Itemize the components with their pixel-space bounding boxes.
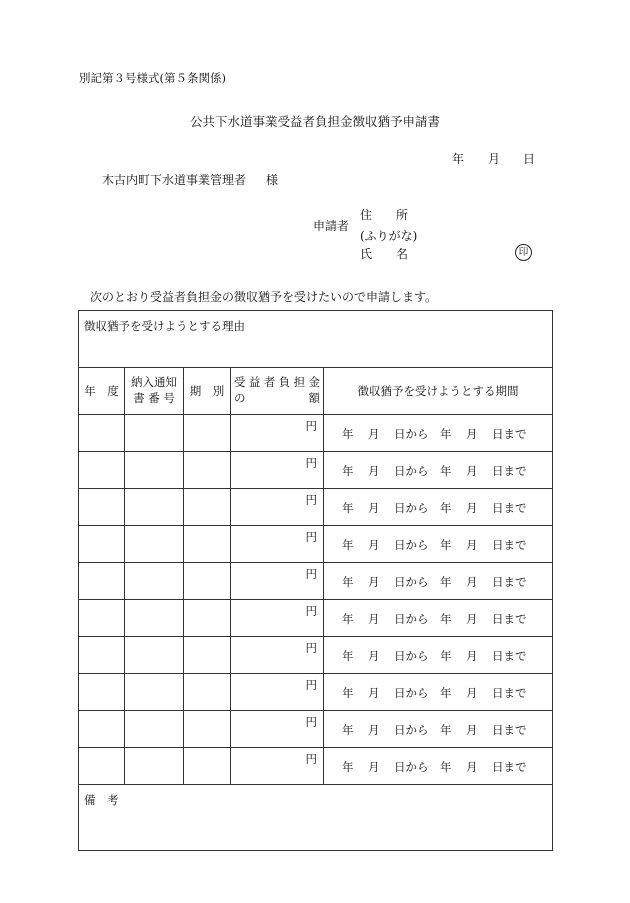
period-month-from: 月	[368, 686, 380, 700]
period-day-from: 日から	[394, 427, 429, 441]
header-installment: 期 別	[184, 368, 231, 415]
period-year-from: 年	[342, 686, 354, 700]
installment-cell[interactable]	[184, 415, 231, 452]
period-day-from: 日から	[394, 612, 429, 626]
period-year-from: 年	[342, 649, 354, 663]
notice-number-cell[interactable]	[125, 452, 184, 489]
period-month-to: 月	[466, 464, 478, 478]
period-year-to: 年	[440, 760, 452, 774]
installment-cell[interactable]	[184, 637, 231, 674]
amount-cell[interactable]	[231, 637, 324, 674]
notice-number-cell[interactable]	[125, 600, 184, 637]
period-cell[interactable]	[324, 674, 553, 711]
fiscal-year-cell[interactable]	[79, 415, 125, 452]
installment-cell[interactable]	[184, 600, 231, 637]
period-cell[interactable]	[324, 563, 553, 600]
period-month-from: 月	[368, 612, 380, 626]
period-cell[interactable]	[324, 526, 553, 563]
period-year-to: 年	[440, 464, 452, 478]
notice-number-cell[interactable]	[125, 748, 184, 785]
header-amount	[231, 368, 324, 415]
fiscal-year-cell[interactable]	[79, 674, 125, 711]
header-amount-char: 額	[308, 391, 320, 405]
form-number-label: 別記第３号様式(第５条関係)	[79, 71, 226, 85]
period-month-to: 月	[466, 538, 478, 552]
fiscal-year-cell[interactable]	[79, 489, 125, 526]
period-day-to: 日まで	[492, 575, 527, 589]
period-year-to: 年	[440, 575, 452, 589]
period-month-to: 月	[466, 723, 478, 737]
amount-cell[interactable]	[231, 600, 324, 637]
yen-unit: 円	[305, 678, 317, 692]
period-month-from: 月	[368, 760, 380, 774]
period-day-from: 日から	[394, 538, 429, 552]
period-cell[interactable]	[324, 600, 553, 637]
period-year-from: 年	[342, 723, 354, 737]
installment-cell[interactable]	[184, 489, 231, 526]
table-row	[79, 452, 553, 489]
reason-label: 徴収猶予を受けようとする理由	[84, 319, 245, 333]
notice-number-cell[interactable]	[125, 563, 184, 600]
period-day-to: 日まで	[492, 686, 527, 700]
notice-number-cell[interactable]	[125, 415, 184, 452]
yen-unit: 円	[305, 530, 317, 544]
installment-cell[interactable]	[184, 748, 231, 785]
period-day-from: 日から	[394, 575, 429, 589]
applicant-label: 申請者	[313, 219, 350, 233]
table-row	[79, 600, 553, 637]
period-month-from: 月	[368, 538, 380, 552]
period-day-from: 日から	[394, 686, 429, 700]
period-day-to: 日まで	[492, 612, 527, 626]
header-amount-char: 益	[248, 375, 261, 390]
period-month-to: 月	[466, 575, 478, 589]
period-month-from: 月	[368, 575, 380, 589]
period-month-from: 月	[368, 649, 380, 663]
header-period: 徴収猶予を受けようとする期間	[324, 368, 553, 415]
period-day-from: 日から	[394, 649, 429, 663]
yen-unit: 円	[305, 493, 317, 507]
amount-cell[interactable]	[231, 489, 324, 526]
period-day-to: 日まで	[492, 649, 527, 663]
period-year-from: 年	[342, 538, 354, 552]
table-row	[79, 711, 553, 748]
applicant-furigana-label: (ふりがな)	[360, 229, 418, 243]
date-month-label: 月	[488, 152, 501, 166]
period-year-from: 年	[342, 464, 354, 478]
amount-cell[interactable]	[231, 452, 324, 489]
period-year-to: 年	[440, 501, 452, 515]
notice-number-cell[interactable]	[125, 526, 184, 563]
table-row	[79, 489, 553, 526]
period-month-to: 月	[466, 427, 478, 441]
yen-unit: 円	[305, 567, 317, 581]
period-year-from: 年	[342, 501, 354, 515]
table-row	[79, 563, 553, 600]
installment-cell[interactable]	[184, 452, 231, 489]
period-year-from: 年	[342, 612, 354, 626]
period-day-from: 日から	[394, 464, 429, 478]
table-row	[79, 526, 553, 563]
notice-number-cell[interactable]	[125, 674, 184, 711]
applicant-name-label: 氏 名	[360, 247, 409, 261]
intro-text: 次のとおり受益者負担金の徴収猶予を受けたいので申請します。	[90, 290, 438, 304]
fiscal-year-cell[interactable]	[79, 600, 125, 637]
period-month-to: 月	[466, 649, 478, 663]
period-day-to: 日まで	[492, 760, 527, 774]
period-year-from: 年	[342, 575, 354, 589]
period-year-from: 年	[342, 760, 354, 774]
period-month-to: 月	[466, 686, 478, 700]
yen-unit: 円	[305, 752, 317, 766]
header-notice-number-line2: 書 番 号	[133, 391, 175, 405]
reason-field[interactable]	[79, 311, 553, 368]
amount-cell[interactable]	[231, 526, 324, 563]
header-amount-char: 担	[293, 375, 306, 390]
addressee: 木古内町下水道事業管理者	[102, 173, 247, 187]
period-year-to: 年	[440, 723, 452, 737]
period-day-to: 日まで	[492, 538, 527, 552]
period-year-to: 年	[440, 612, 452, 626]
header-amount-char: 者	[263, 375, 276, 390]
period-month-from: 月	[368, 464, 380, 478]
seal-mark: 印	[515, 244, 532, 261]
yen-unit: 円	[305, 641, 317, 655]
notice-number-cell[interactable]	[125, 637, 184, 674]
period-year-to: 年	[440, 649, 452, 663]
table-row	[79, 637, 553, 674]
notice-number-cell[interactable]	[125, 489, 184, 526]
yen-unit: 円	[305, 419, 317, 433]
fiscal-year-cell[interactable]	[79, 637, 125, 674]
period-cell[interactable]	[324, 415, 553, 452]
period-month-to: 月	[466, 612, 478, 626]
table-header-row	[79, 368, 553, 415]
table-row	[79, 674, 553, 711]
amount-cell[interactable]	[231, 748, 324, 785]
fiscal-year-cell[interactable]	[79, 526, 125, 563]
header-notice-number	[125, 368, 184, 415]
fiscal-year-cell[interactable]	[79, 748, 125, 785]
fiscal-year-cell[interactable]	[79, 563, 125, 600]
remarks-field[interactable]	[79, 785, 553, 851]
fiscal-year-cell[interactable]	[79, 711, 125, 748]
amount-cell[interactable]	[231, 415, 324, 452]
header-notice-number-line1: 納入通知	[131, 375, 177, 390]
period-year-to: 年	[440, 686, 452, 700]
period-month-from: 月	[368, 723, 380, 737]
amount-cell[interactable]	[231, 674, 324, 711]
period-cell[interactable]	[324, 748, 553, 785]
period-day-to: 日まで	[492, 427, 527, 441]
application-table	[78, 310, 553, 851]
period-day-from: 日から	[394, 723, 429, 737]
document-title: 公共下水道事業受益者負担金徴収猶予申請書	[189, 114, 440, 129]
period-month-to: 月	[466, 760, 478, 774]
period-year-to: 年	[440, 427, 452, 441]
amount-cell[interactable]	[231, 563, 324, 600]
date-day-label: 日	[523, 152, 536, 166]
period-month-to: 月	[466, 501, 478, 515]
fiscal-year-cell[interactable]	[79, 452, 125, 489]
header-amount-char: の	[234, 391, 246, 405]
table-row	[79, 748, 553, 785]
remarks-label: 備 考	[84, 793, 119, 807]
applicant-address-label: 住 所	[360, 208, 409, 222]
installment-cell[interactable]	[184, 563, 231, 600]
period-month-from: 月	[368, 427, 380, 441]
notice-number-cell[interactable]	[125, 711, 184, 748]
period-month-from: 月	[368, 501, 380, 515]
period-day-to: 日まで	[492, 464, 527, 478]
yen-unit: 円	[305, 715, 317, 729]
period-cell[interactable]	[324, 711, 553, 748]
period-year-from: 年	[342, 427, 354, 441]
header-amount-char: 受	[234, 375, 246, 390]
period-cell[interactable]	[324, 637, 553, 674]
yen-unit: 円	[305, 456, 317, 470]
installment-cell[interactable]	[184, 674, 231, 711]
yen-unit: 円	[305, 604, 317, 618]
amount-cell[interactable]	[231, 711, 324, 748]
period-day-from: 日から	[394, 501, 429, 515]
period-cell[interactable]	[324, 452, 553, 489]
period-cell[interactable]	[324, 489, 553, 526]
date-year-label: 年	[452, 152, 465, 166]
header-amount-char: 金	[308, 375, 320, 390]
period-day-to: 日まで	[492, 501, 527, 515]
header-amount-char: 負	[278, 375, 291, 390]
period-year-to: 年	[440, 538, 452, 552]
installment-cell[interactable]	[184, 526, 231, 563]
table-row	[79, 415, 553, 452]
period-day-from: 日から	[394, 760, 429, 774]
installment-cell[interactable]	[184, 711, 231, 748]
header-fiscal-year: 年 度	[79, 368, 125, 415]
period-day-to: 日まで	[492, 723, 527, 737]
addressee-honorific: 様	[266, 173, 279, 187]
